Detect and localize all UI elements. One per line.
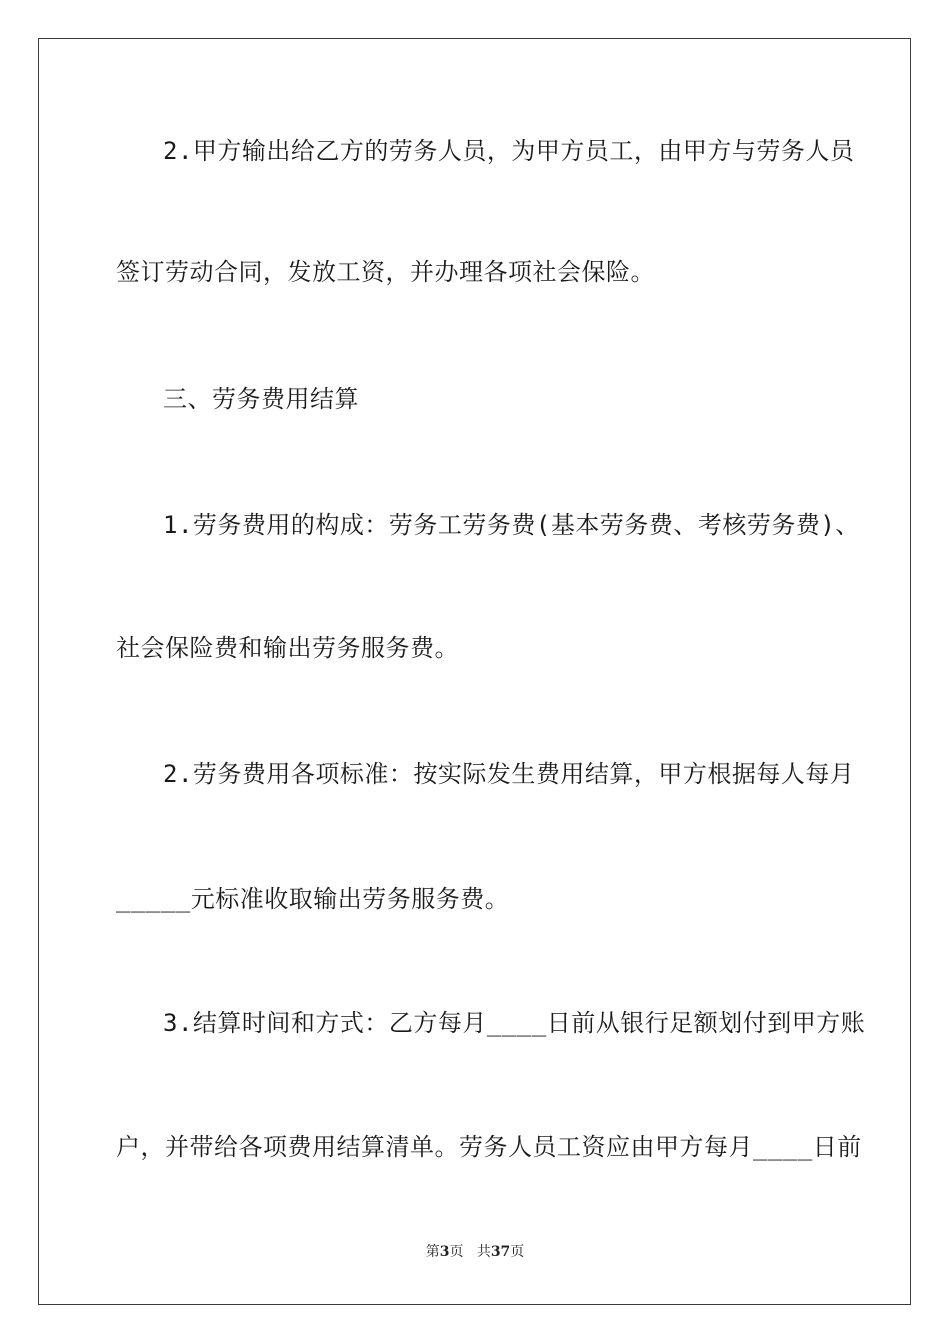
page-prefix: 第 — [425, 1244, 440, 1260]
page-footer — [0, 1243, 950, 1261]
total-suffix: 页 — [510, 1244, 525, 1260]
paragraph-line: 户，并带给各项费用结算清单。劳务人员工资应由甲方每月____日前 — [116, 1133, 862, 1161]
total-prefix: 共 — [476, 1244, 491, 1260]
paragraph-line: 3.结算时间和方式：乙方每月____日前从银行足额划付到甲方账 — [163, 1009, 866, 1037]
paragraph-line: 2.劳务费用各项标准：按实际发生费用结算，甲方根据每人每月 — [163, 760, 855, 788]
paragraph-line: 1.劳务费用的构成：劳务工劳务费(基本劳务费、考核劳务费)、 — [163, 511, 860, 539]
paragraph-line: 社会保险费和输出劳务服务费。 — [116, 634, 459, 662]
page-border — [38, 38, 911, 1305]
page-suffix: 页 — [449, 1244, 464, 1260]
paragraph-line: 2.甲方输出给乙方的劳务人员，为甲方员工，由甲方与劳务人员 — [163, 137, 855, 165]
total-pages: 37 — [490, 1244, 511, 1260]
page-number: 3 — [439, 1244, 450, 1260]
paragraph-line: 签订劳动合同，发放工资，并办理各项社会保险。 — [116, 258, 655, 286]
section-heading: 三、劳务费用结算 — [163, 385, 359, 413]
paragraph-line: _____元标准收取输出劳务服务费。 — [116, 885, 510, 913]
